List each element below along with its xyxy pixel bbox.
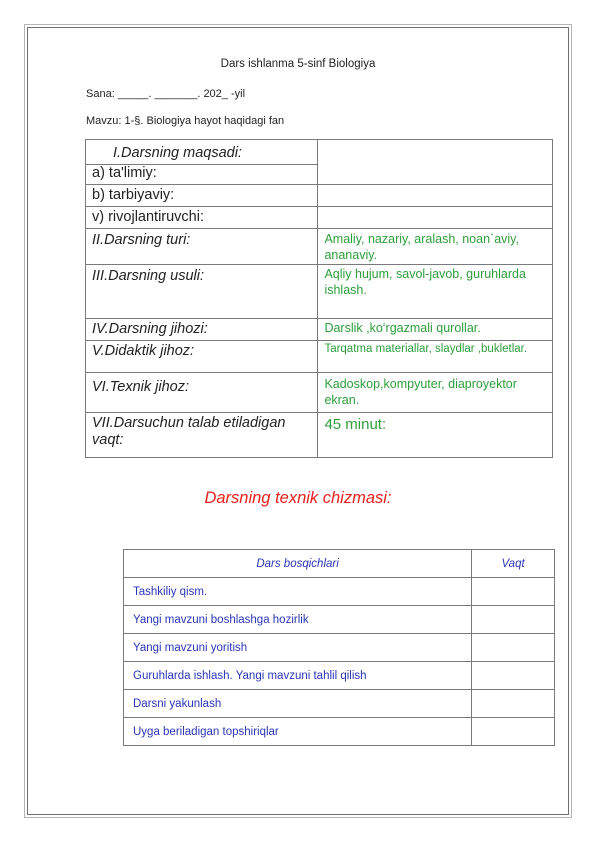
stages-header-row (124, 550, 555, 578)
equipment-label: IV.Darsning jihozi: (86, 319, 318, 341)
didactic-value: Tarqatma materiallar, slaydlar ,bukletlar. (318, 341, 553, 373)
goal-b-label: b) tarbiyaviy: (86, 185, 318, 207)
plan-row-time (86, 413, 553, 458)
plan-row-goal-title (86, 140, 553, 165)
stage-name: Tashkiliy qism. (124, 578, 472, 606)
goal-title-label: I.Darsning maqsadi: (86, 140, 318, 165)
plan-row-goal-v (86, 207, 553, 229)
plan-row-type (86, 229, 553, 265)
stage-row (124, 578, 555, 606)
date-line: Sana: _____. _______. 202_ -yil (86, 88, 246, 100)
equipment-value: Darslik ,ko‘rgazmali qurollar. (318, 319, 553, 341)
method-value: Aqliy hujum, savol-javob, guruhlarda ishlash. (318, 265, 553, 319)
stage-time (472, 690, 555, 718)
goal-a-label: a) ta'limiy: (86, 165, 318, 185)
stage-time (472, 662, 555, 690)
document-title: Dars ishlanma 5-sinf Biologiya (220, 58, 376, 70)
plan-row-didactic (86, 341, 553, 373)
plan-row-equipment (86, 319, 553, 341)
stage-name: Guruhlarda ishlash. Yangi mavzuni tahlil qilish (124, 662, 472, 690)
stage-time (472, 606, 555, 634)
stage-name: Yangi mavzuni boshlashga hozirlik (124, 606, 472, 634)
goal-value-cell (318, 140, 553, 185)
stage-row (124, 606, 555, 634)
plan-row-tech (86, 373, 553, 413)
time-label: VII.Darsuchun talab etiladigan vaqt: (86, 413, 318, 458)
stage-row (124, 690, 555, 718)
scheme-title: Darsning texnik chizmasi: (204, 489, 392, 507)
method-label: III.Darsning usuli: (86, 265, 318, 319)
topic-line: Mavzu: 1-§. Biologiya hayot haqidagi fan (86, 115, 285, 127)
stage-row (124, 718, 555, 746)
stage-name: Uyga beriladigan topshiriqlar (124, 718, 472, 746)
time-value: 45 minut: (318, 413, 553, 458)
stage-row (124, 662, 555, 690)
type-label: II.Darsning turi: (86, 229, 318, 265)
goal-v-value (318, 207, 553, 229)
stage-name: Darsni yakunlash (124, 690, 472, 718)
stage-time (472, 578, 555, 606)
didactic-label: V.Didaktik jihoz: (86, 341, 318, 373)
goal-b-value (318, 185, 553, 207)
stage-time (472, 634, 555, 662)
stage-time (472, 718, 555, 746)
plan-row-method (86, 265, 553, 319)
tech-value: Kadoskop,kompyuter, diaproyektor ekran. (318, 373, 553, 413)
stage-name: Yangi mavzuni yoritish (124, 634, 472, 662)
stage-row (124, 634, 555, 662)
goal-v-label: v) rivojlantiruvchi: (86, 207, 318, 229)
plan-row-goal-b (86, 185, 553, 207)
lesson-plan-table (85, 139, 553, 458)
lesson-stages-table (123, 549, 555, 746)
col-time-header: Vaqt (472, 550, 555, 578)
type-value: Amaliy, nazariy, aralash, noan`aviy, ananaviy. (318, 229, 553, 265)
col-stage-header: Dars bosqichlari (124, 550, 472, 578)
tech-label: VI.Texnik jihoz: (86, 373, 318, 413)
